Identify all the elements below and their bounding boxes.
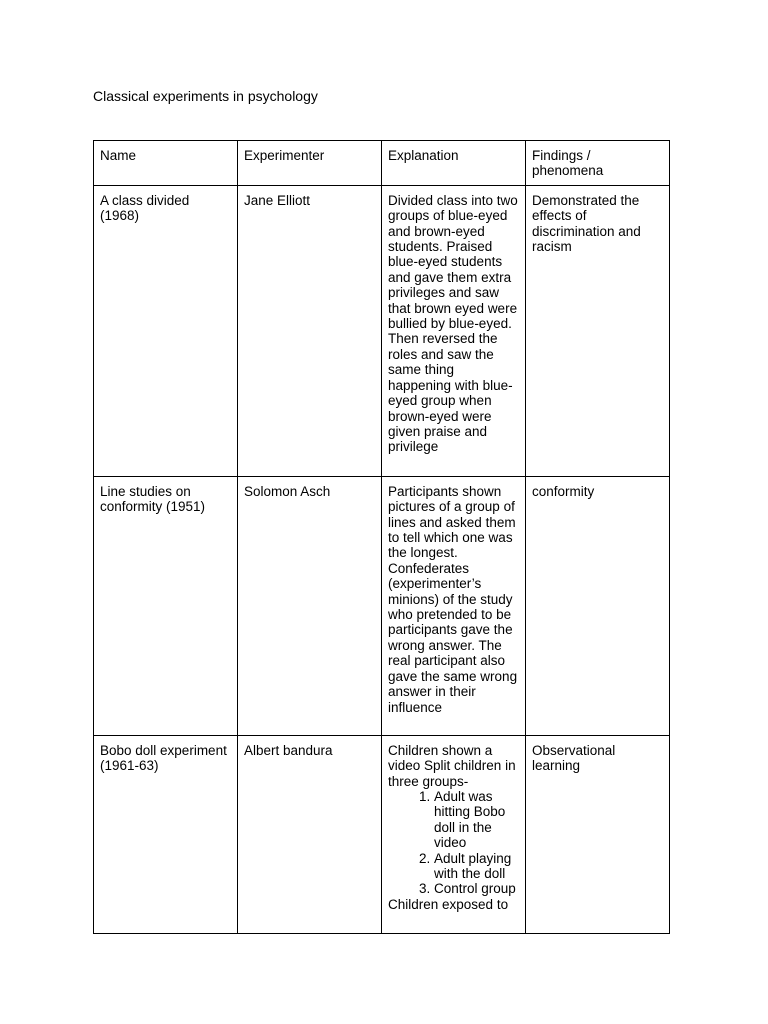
table-row [94,185,670,476]
page-title: Classical experiments in psychology [93,88,318,104]
cell-name: Bobo doll experiment (1961-63) [94,735,238,933]
table-row [94,735,670,933]
cell-explanation [382,735,526,933]
explanation-group-list [388,789,519,897]
table-row [94,476,670,735]
cell-findings: Observational learning [526,735,670,933]
list-item: 2. Adult playing with the doll [434,851,519,882]
header-explanation: Explanation [382,141,526,186]
header-name: Name [94,141,238,186]
cell-experimenter: Albert bandura [238,735,382,933]
cell-name: Line studies on conformity (1951) [94,476,238,735]
cell-explanation: Divided class into two groups of blue-eyed and brown-eyed students. Praised blue-eyed students and gave them extra privileges and saw that brown eyed were bullied by blue-eyed. Then reversed the roles and saw the same thing happening with blue-eyed group when brown-eyed were given praise and privilege [382,185,526,476]
list-item: 3. Control group [434,881,519,896]
cell-experimenter: Jane Elliott [238,185,382,476]
header-findings: Findings / phenomena [526,141,670,186]
list-item: 1. Adult was hitting Bobo doll in the video [434,789,519,851]
experiments-table [93,140,670,934]
header-experimenter: Experimenter [238,141,382,186]
cell-name: A class divided (1968) [94,185,238,476]
table-header-row [94,141,670,186]
cell-findings: Demonstrated the effects of discrimination and racism [526,185,670,476]
cell-explanation: Participants shown pictures of a group of lines and asked them to tell which one was the longest. Confederates (experimenter’s minions) of the study who pretended to be participants gave the wrong answer. The real participant also gave the same wrong answer in their influence [382,476,526,735]
explanation-intro: Children shown a video Split children in three groups- [388,742,516,789]
cell-experimenter: Solomon Asch [238,476,382,735]
explanation-outro: Children exposed to [388,896,509,912]
cell-findings: conformity [526,476,670,735]
